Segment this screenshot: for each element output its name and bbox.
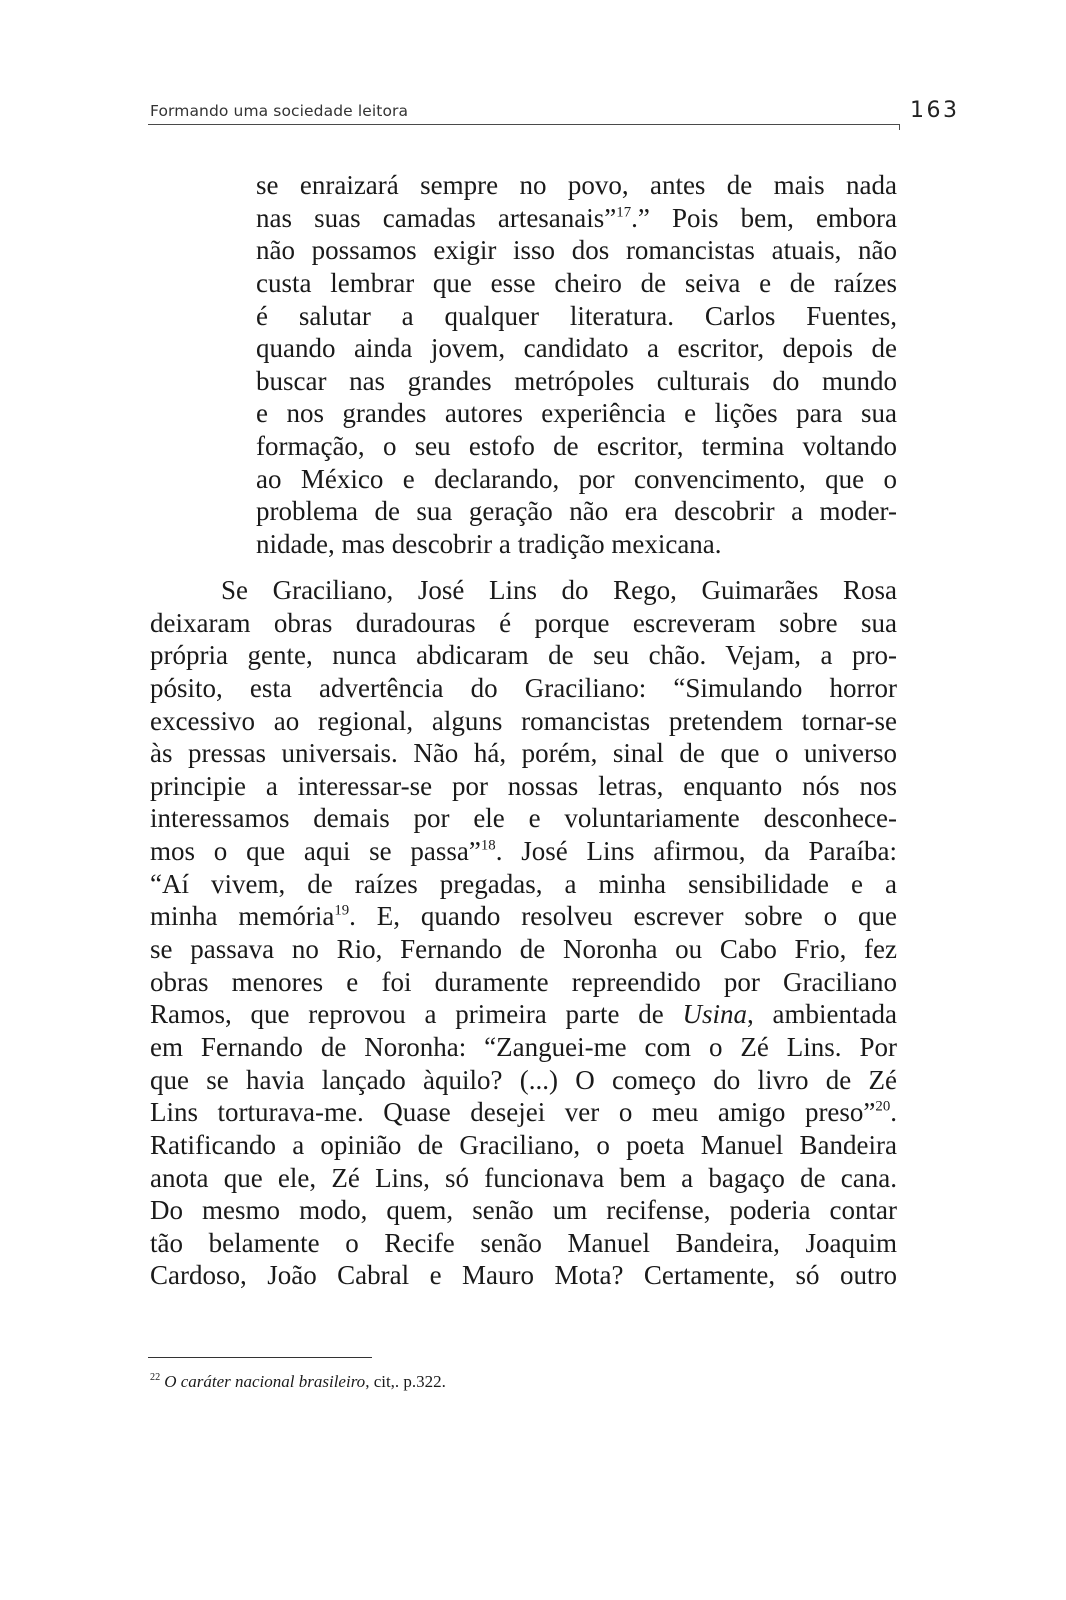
quote-line: [256, 300, 897, 333]
paragraph-line: [150, 1194, 897, 1227]
footnote-reference: 18: [480, 837, 496, 854]
footnote: [150, 1370, 446, 1394]
line-text: interessamos demais por ele e voluntariamente desconhece-: [150, 803, 897, 834]
quote-line: [256, 267, 897, 300]
footnote-reference: 17: [616, 204, 632, 221]
footnote-reference: 20: [875, 1098, 891, 1115]
paragraph-line: [150, 737, 897, 770]
footnote-title: O caráter nacional brasileiro: [164, 1372, 366, 1391]
line-text: que se havia lançado àquilo? (...) O começo do livro de Zé: [150, 1064, 897, 1095]
body-paragraph: [150, 574, 897, 1292]
line-text: , ambientada: [747, 999, 897, 1030]
paragraph-line: [150, 802, 897, 835]
paragraph-line: [150, 1259, 897, 1292]
line-text: nas suas camadas artesanais”: [256, 202, 617, 233]
line-text: em Fernando de Noronha: “Zanguei-me com o Zé Lins. Por: [150, 1031, 897, 1062]
line-text: anota que ele, Zé Lins, só funcionava bem a bagaço de cana.: [150, 1162, 897, 1193]
paragraph-line: [150, 672, 897, 705]
quote-line: [256, 234, 897, 267]
line-text: pósito, esta advertência do Graciliano: “Simulando horror: [150, 672, 897, 703]
paragraph-line: [150, 770, 897, 803]
line-text: Se Graciliano, José Lins do Rego, Guimarães Rosa: [221, 575, 897, 605]
paragraph-line: [150, 966, 897, 999]
footnote-marker: 22: [150, 1371, 161, 1383]
paragraph-line: [150, 1162, 897, 1195]
footnote-rule: [148, 1357, 372, 1358]
line-text: formação, o seu estofo de escritor, termina voltando: [256, 431, 897, 462]
header-rule: [148, 124, 900, 125]
paragraph-line: [150, 933, 897, 966]
line-text: nidade, mas descobrir a tradição mexicana.: [256, 529, 722, 560]
line-text: buscar nas grandes metrópoles culturais do mundo: [256, 365, 897, 396]
line-text: quando ainda jovem, candidato a escritor, depois de: [256, 333, 897, 364]
line-text: é salutar a qualquer literatura. Carlos Fuentes,: [256, 300, 897, 331]
line-text: principie a interessar-se por nossas letras, enquanto nós nos: [150, 770, 897, 801]
line-text: obras menores e foi duramente repreendido por Graciliano: [150, 966, 897, 997]
quote-line: [256, 430, 897, 463]
paragraph-line: [150, 1064, 897, 1097]
paragraph-line: [150, 868, 897, 901]
paragraph-line: [150, 1129, 897, 1162]
line-text: mos o que aqui se passa”: [150, 836, 481, 867]
line-text: não possamos exigir isso dos romancistas atuais, não: [256, 235, 897, 266]
paragraph-line: [150, 705, 897, 738]
paragraph-line: [150, 1227, 897, 1260]
quote-line: [256, 463, 897, 496]
quote-line: [256, 495, 897, 528]
paragraph-line: [150, 639, 897, 672]
block-quote: [256, 169, 897, 561]
line-text: custa lembrar que esse cheiro de seiva e de raízes: [256, 267, 897, 298]
line-text: Ratificando a opinião de Graciliano, o poeta Manuel Bandeira: [150, 1129, 897, 1160]
paragraph-line: [150, 998, 897, 1031]
line-text: Do mesmo modo, quem, senão um recifense, poderia contar: [150, 1195, 897, 1226]
paragraph-line: [150, 835, 897, 868]
paragraph-line: [150, 900, 897, 933]
line-text: minha memória: [150, 901, 335, 932]
paragraph-line: [150, 1096, 897, 1129]
running-title: Formando uma sociedade leitora: [150, 102, 409, 120]
line-text: problema de sua geração não era descobrir a moder-: [256, 496, 897, 527]
line-text: deixaram obras duradouras é porque escreveram sobre sua: [150, 607, 897, 638]
quote-line: [256, 528, 897, 561]
line-text: própria gente, nunca abdicaram de seu chão. Vejam, a pro-: [150, 640, 897, 671]
line-text: .” Pois bem, embora: [631, 202, 897, 233]
line-text: . E, quando resolveu escrever sobre o que: [349, 901, 897, 932]
paragraph-line: [150, 574, 897, 607]
line-text: Lins torturava-me. Quase desejei ver o meu amigo preso”: [150, 1097, 876, 1128]
footnote-reference: 19: [334, 903, 350, 920]
quote-line: [256, 332, 897, 365]
line-text: . José Lins afirmou, da Paraíba:: [495, 836, 897, 867]
line-text: às pressas universais. Não há, porém, sinal de que o universo: [150, 738, 897, 769]
footnote-citation: , cit,. p.322.: [365, 1372, 446, 1391]
paragraph-line: [150, 607, 897, 640]
line-text: tão belamente o Recife senão Manuel Bandeira, Joaquim: [150, 1227, 897, 1258]
quote-line: [256, 202, 897, 235]
paragraph-line: [150, 1031, 897, 1064]
quote-line: [256, 397, 897, 430]
line-text: se enraizará sempre no povo, antes de mais nada: [256, 170, 897, 200]
line-text: Cardoso, João Cabral e Mauro Mota? Certamente, só outro: [150, 1260, 897, 1291]
italic-title: Usina: [682, 999, 748, 1030]
line-text: “Aí vivem, de raízes pregadas, a minha sensibilidade e a: [150, 868, 897, 899]
line-text: se passava no Rio, Fernando de Noronha ou Cabo Frio, fez: [150, 934, 897, 965]
quote-line: [256, 365, 897, 398]
line-text: Ramos, que reprovou a primeira parte de: [150, 999, 683, 1030]
header-rule-tick: [899, 124, 900, 130]
line-text: ao México e declarando, por convencimento, que o: [256, 463, 897, 494]
line-text: excessivo ao regional, alguns romancistas pretendem tornar-se: [150, 705, 897, 736]
page-number: 163: [910, 98, 960, 123]
quote-line: [256, 169, 897, 202]
line-text: .: [890, 1097, 897, 1128]
line-text: e nos grandes autores experiência e lições para sua: [256, 398, 897, 429]
